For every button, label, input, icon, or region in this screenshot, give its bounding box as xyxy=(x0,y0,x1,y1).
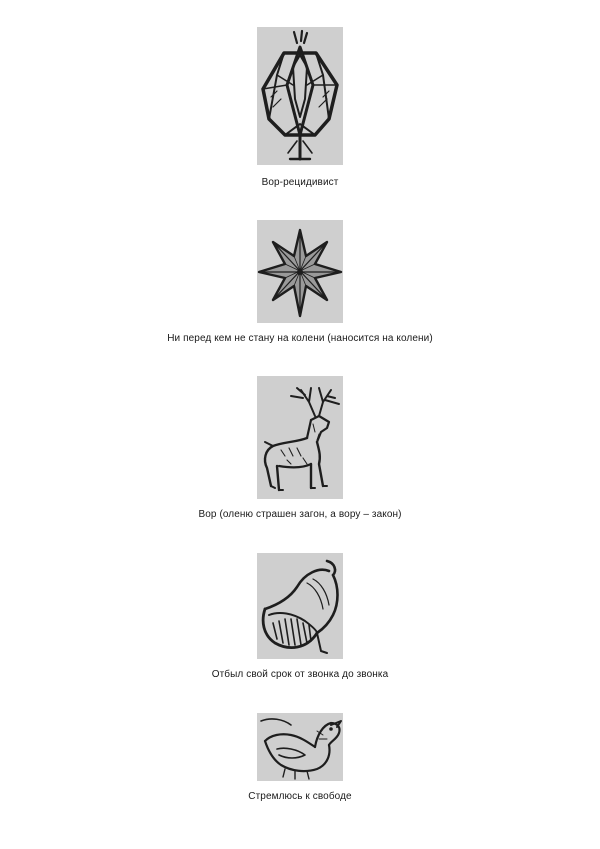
lantern-tattoo-image xyxy=(257,27,343,165)
caption-striving-for-freedom: Стремлюсь к свободе xyxy=(248,791,352,802)
caption-served-full-term: Отбыл свой срок от звонка до звонка xyxy=(211,669,389,680)
caption-deer-thief: Вор (оленю страшен загон, а вору – закон) xyxy=(198,509,402,520)
star-tattoo-image xyxy=(257,220,343,323)
caption-recidivist-thief: Вор-рецидивист xyxy=(261,177,339,188)
bell-tattoo-image xyxy=(257,553,343,659)
bird-tattoo-image xyxy=(257,713,343,781)
deer-tattoo-image xyxy=(257,376,343,499)
caption-kneel-before-no-one: Ни перед кем не стану на колени (наносится на колени) xyxy=(167,333,433,344)
